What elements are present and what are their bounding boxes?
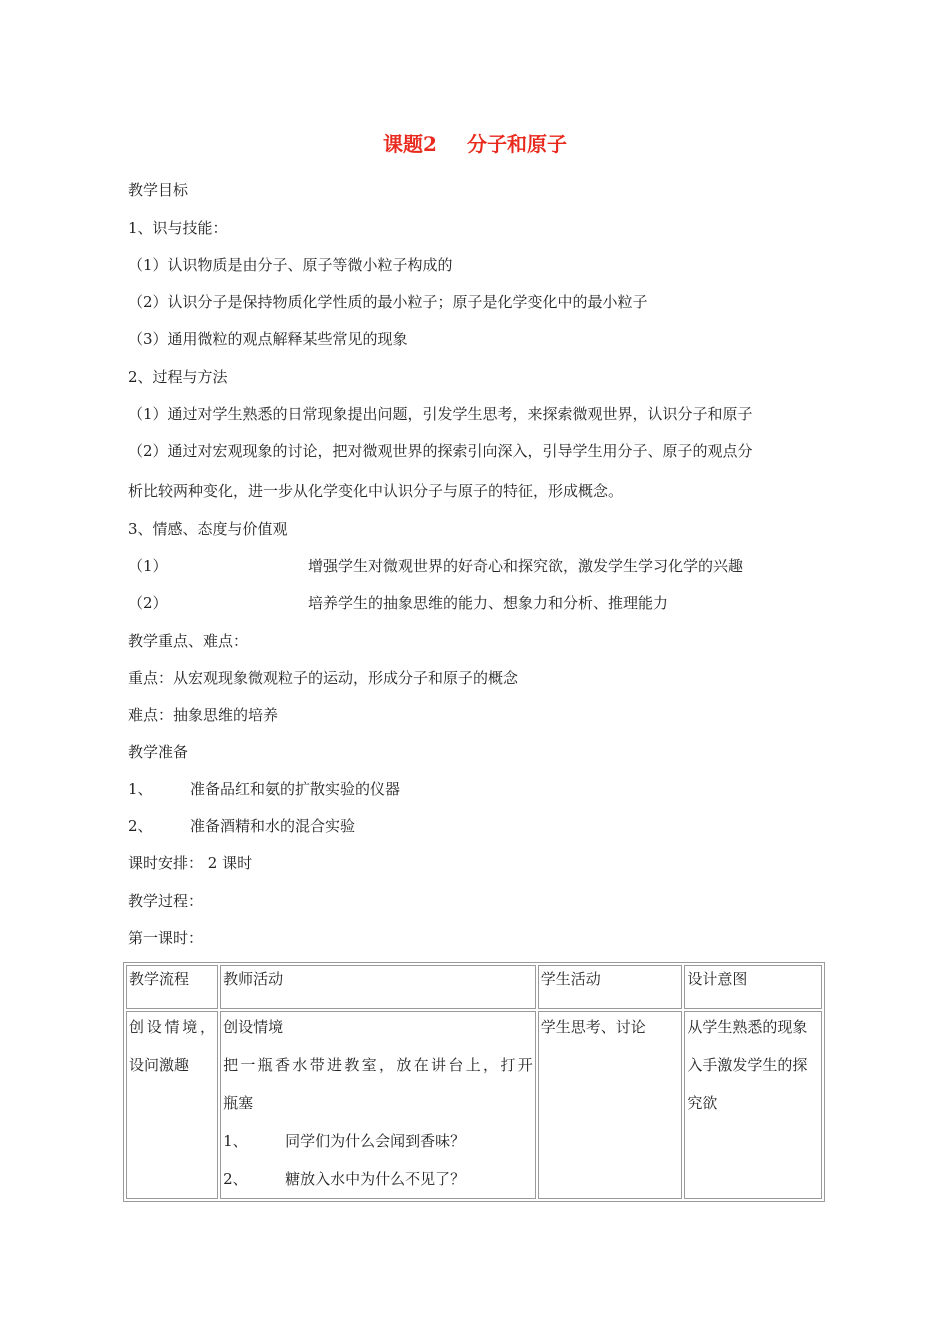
cell-teacher (220, 1011, 536, 1199)
teacher-question-1 (223, 1130, 533, 1152)
teacher-line-2b: 瓶塞 (223, 1094, 254, 1112)
cell-student (538, 1011, 683, 1199)
teacher-question-2 (223, 1168, 533, 1190)
cell-intent (684, 1011, 822, 1199)
table-row (126, 1011, 822, 1199)
section-3-item-2-text: 培养学生的抽象思维的能力、想象力和分析、推理能力 (308, 594, 669, 612)
flow-line-1: 创设情境， (129, 1018, 216, 1036)
section-2-heading: 2、过程与方法 (128, 368, 228, 386)
section-2-item-2a: （2）通过对宏观现象的讨论，把对微观世界的探索引向深入，引导学生用分子、原子的观点分 (128, 442, 753, 460)
prep-item-2-text: 准备酒精和水的混合实验 (190, 817, 356, 835)
prep-heading: 教学准备 (128, 743, 189, 761)
section-1-heading: 1、识与技能： (128, 219, 228, 237)
section-3-item-1-text: 增强学生对微观世界的好奇心和探究欲，激发学生学习化学的兴趣 (308, 557, 744, 575)
header-flow: 教学流程 (126, 965, 218, 1009)
key-point: 重点：从宏观现象微观粒子的运动，形成分子和原子的概念 (128, 669, 519, 687)
schedule-line: 课时安排： 2 课时 (128, 854, 253, 872)
teacher-line-2a: 把一瓶香水带进教室，放在讲台上，打开 (223, 1056, 533, 1074)
intent-line-3: 究欲 (687, 1094, 718, 1112)
cell-flow (126, 1011, 218, 1199)
flow-line-2: 设问激趣 (129, 1056, 190, 1074)
difficulty-point: 难点：抽象思维的培养 (128, 706, 279, 724)
lesson-flow-table (123, 962, 825, 1202)
teacher-question-1-num: 1、 (223, 1132, 248, 1150)
section-1-item-1: （1）认识物质是由分子、原子等微小粒子构成的 (128, 256, 453, 274)
section-1-item-2: （2）认识分子是保持物质化学性质的最小粒子；原子是化学变化中的最小粒子 (128, 293, 648, 311)
header-intent: 设计意图 (684, 965, 822, 1009)
first-lesson-heading: 第一课时： (128, 929, 204, 947)
page-title (0, 130, 950, 158)
goal-heading: 教学目标 (128, 181, 189, 199)
table-header-row (126, 965, 822, 1009)
prep-item-1-text: 准备品红和氨的扩散实验的仪器 (190, 780, 401, 798)
intent-line-1: 从学生熟悉的现象 (687, 1018, 808, 1036)
section-3-item-2-num: （2） (128, 594, 168, 612)
title-sub: 分子和原子 (466, 132, 567, 156)
section-3-heading: 3、情感、态度与价值观 (128, 520, 288, 538)
teacher-question-1-text: 同学们为什么会闻到香味？ (285, 1132, 466, 1150)
section-1-item-3: （3）通用微粒的观点解释某些常见的现象 (128, 330, 408, 348)
process-heading: 教学过程： (128, 892, 204, 910)
title-main: 课题2 (383, 132, 437, 156)
prep-item-2-num: 2、 (128, 817, 153, 835)
prep-item-1-num: 1、 (128, 780, 153, 798)
section-3-item-1-num: （1） (128, 557, 168, 575)
teacher-question-2-text: 糖放入水中为什么不见了？ (285, 1170, 466, 1188)
header-student: 学生活动 (538, 965, 683, 1009)
section-2-item-1: （1）通过对学生熟悉的日常现象提出问题，引发学生思考，来探索微观世界，认识分子和原子 (128, 405, 753, 423)
header-teacher: 教师活动 (220, 965, 536, 1009)
teacher-line-1: 创设情境 (223, 1018, 284, 1036)
student-activity: 学生思考、讨论 (540, 1018, 646, 1036)
key-heading: 教学重点、难点： (128, 632, 249, 650)
intent-line-2: 入手激发学生的探 (687, 1056, 808, 1074)
section-2-item-2b: 析比较两种变化，进一步从化学变化中认识分子与原子的特征，形成概念。 (128, 482, 624, 500)
teacher-question-2-num: 2、 (223, 1170, 248, 1188)
